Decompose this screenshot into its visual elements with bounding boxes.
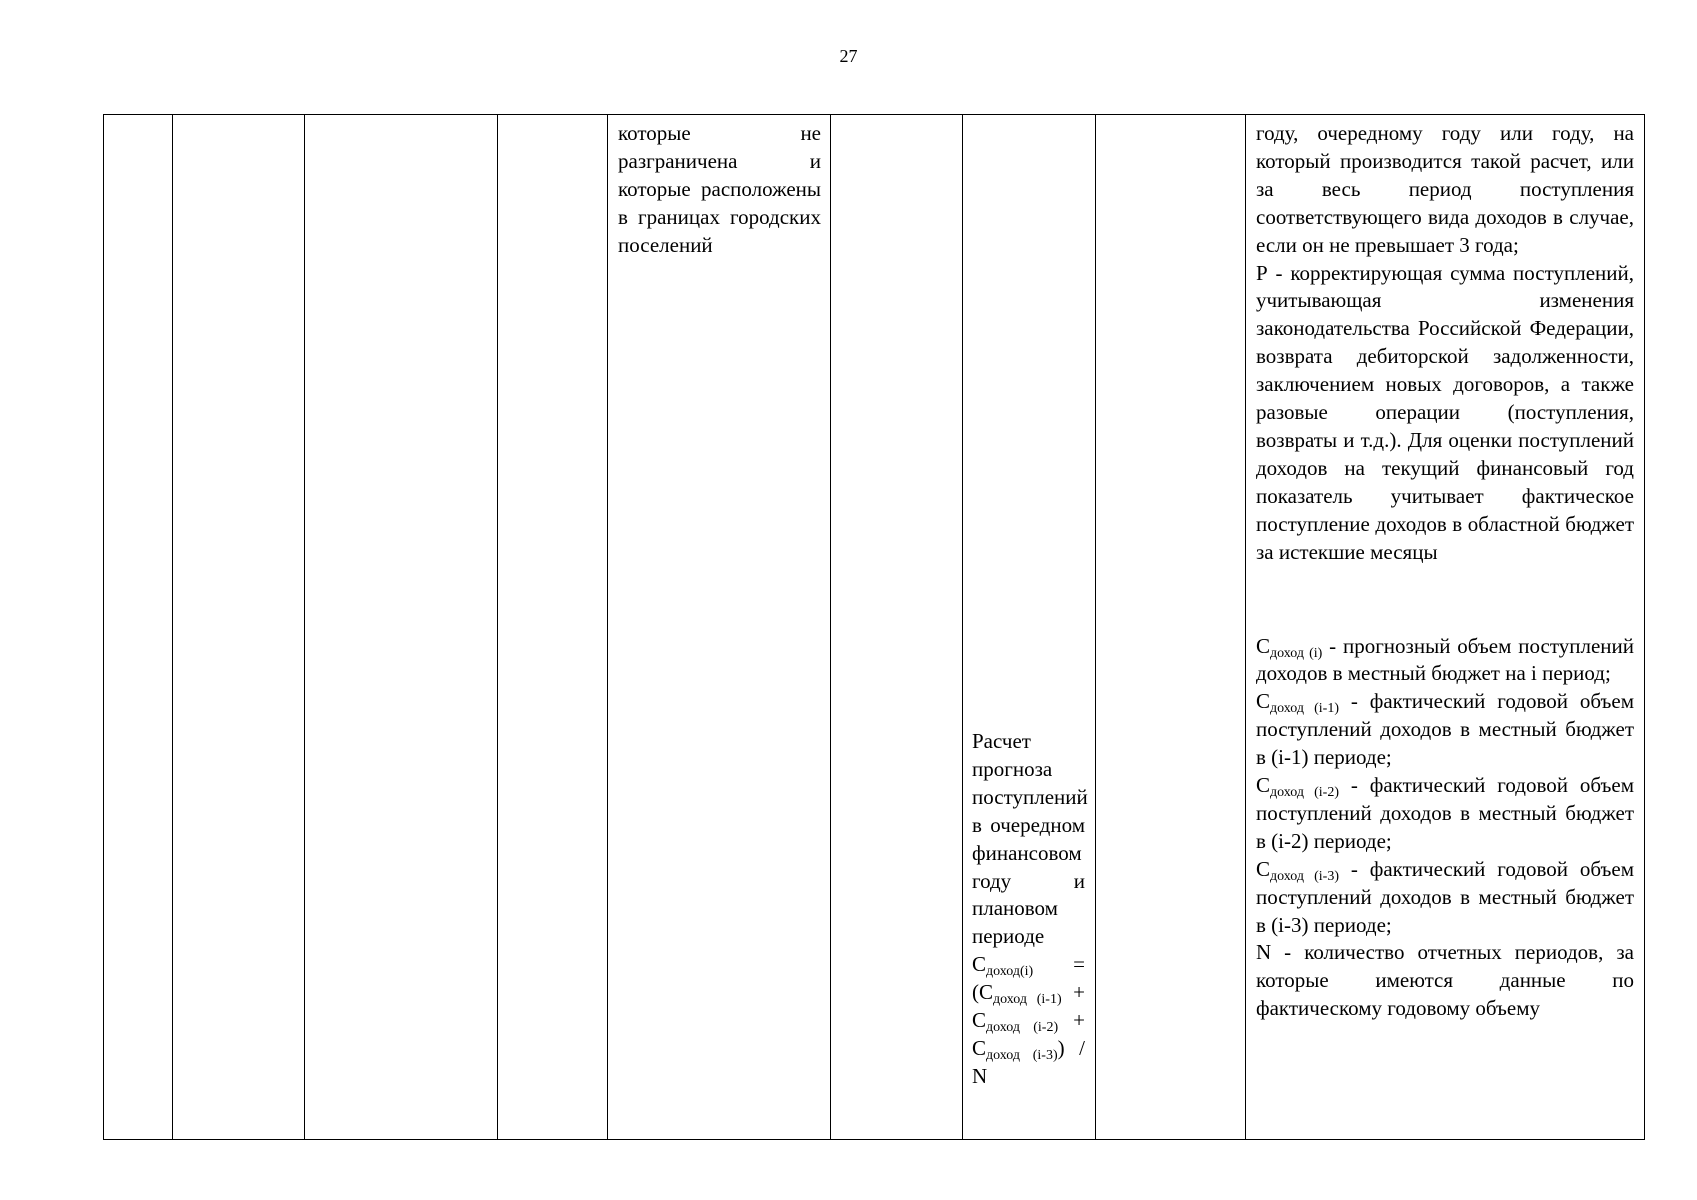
forecast-formula: Сдоход(i) = (Сдоход (i-1) + Сдоход (i-2) + Сдоход (i-3)) / N — [972, 952, 1086, 1088]
table-cell-1 — [104, 115, 173, 1140]
calculation-method — [963, 728, 1095, 1091]
table-cell-6 — [831, 115, 963, 1140]
indicator-descriptions — [1246, 115, 1644, 1023]
page-number: 27 — [839, 46, 858, 66]
definition-item: Сдоход (i-2) - фактический годовой объем поступлений доходов в местный бюджет в (i-2) периоде; — [1256, 773, 1634, 853]
definition-item: Сдоход (i-3) - фактический годовой объем поступлений доходов в местный бюджет в (i-3) периоде; — [1256, 856, 1634, 937]
table-cell-2 — [173, 115, 305, 1140]
table-cell-4 — [498, 115, 608, 1140]
table-cell-7 — [963, 115, 1096, 1140]
land-description: которые не разграничена и которые расположены в границах городских поселений — [618, 121, 821, 257]
table-row — [104, 115, 1645, 1140]
definition-item: Сдоход (i-1) - фактический годовой объем поступлений доходов в местный бюджет в (i-1) периоде; — [1256, 689, 1634, 770]
table-cell-9 — [1246, 115, 1645, 1140]
definition-item: Сдоход (i) - прогнозный объем поступлений доходов в местный бюджет на i период; — [1256, 633, 1634, 686]
table-cell-3 — [305, 115, 498, 1140]
table-cell-5 — [608, 115, 831, 1140]
calculation-heading: Расчет прогноза поступлений в очередном финансовом году и плановом периоде — [972, 729, 1088, 949]
table-cell-8 — [1096, 115, 1246, 1140]
revenue-table — [103, 114, 1645, 1140]
periods-count-paragraph: N - количество отчетных периодов, за которые имеются данные по фактическому годовому объему — [1256, 940, 1634, 1021]
period-paragraph: году, очередному году или году, на который производится такой расчет, или за весь период поступления соответствующего вида доходов в случае, если он не превышает 3 года; — [1256, 121, 1634, 257]
correction-paragraph: Р - корректирующая сумма поступлений, учитывающая изменения законодательства Российской Федерации, возврата дебиторской задолженности, заключением новых договоров, а также разовые операции (поступления, возвраты и т.д.). Для оценки поступлений доходов на текущий финансовый год показатель учитывает фактическое поступление доходов в областной бюджет за истекшие месяцы — [1256, 260, 1634, 564]
